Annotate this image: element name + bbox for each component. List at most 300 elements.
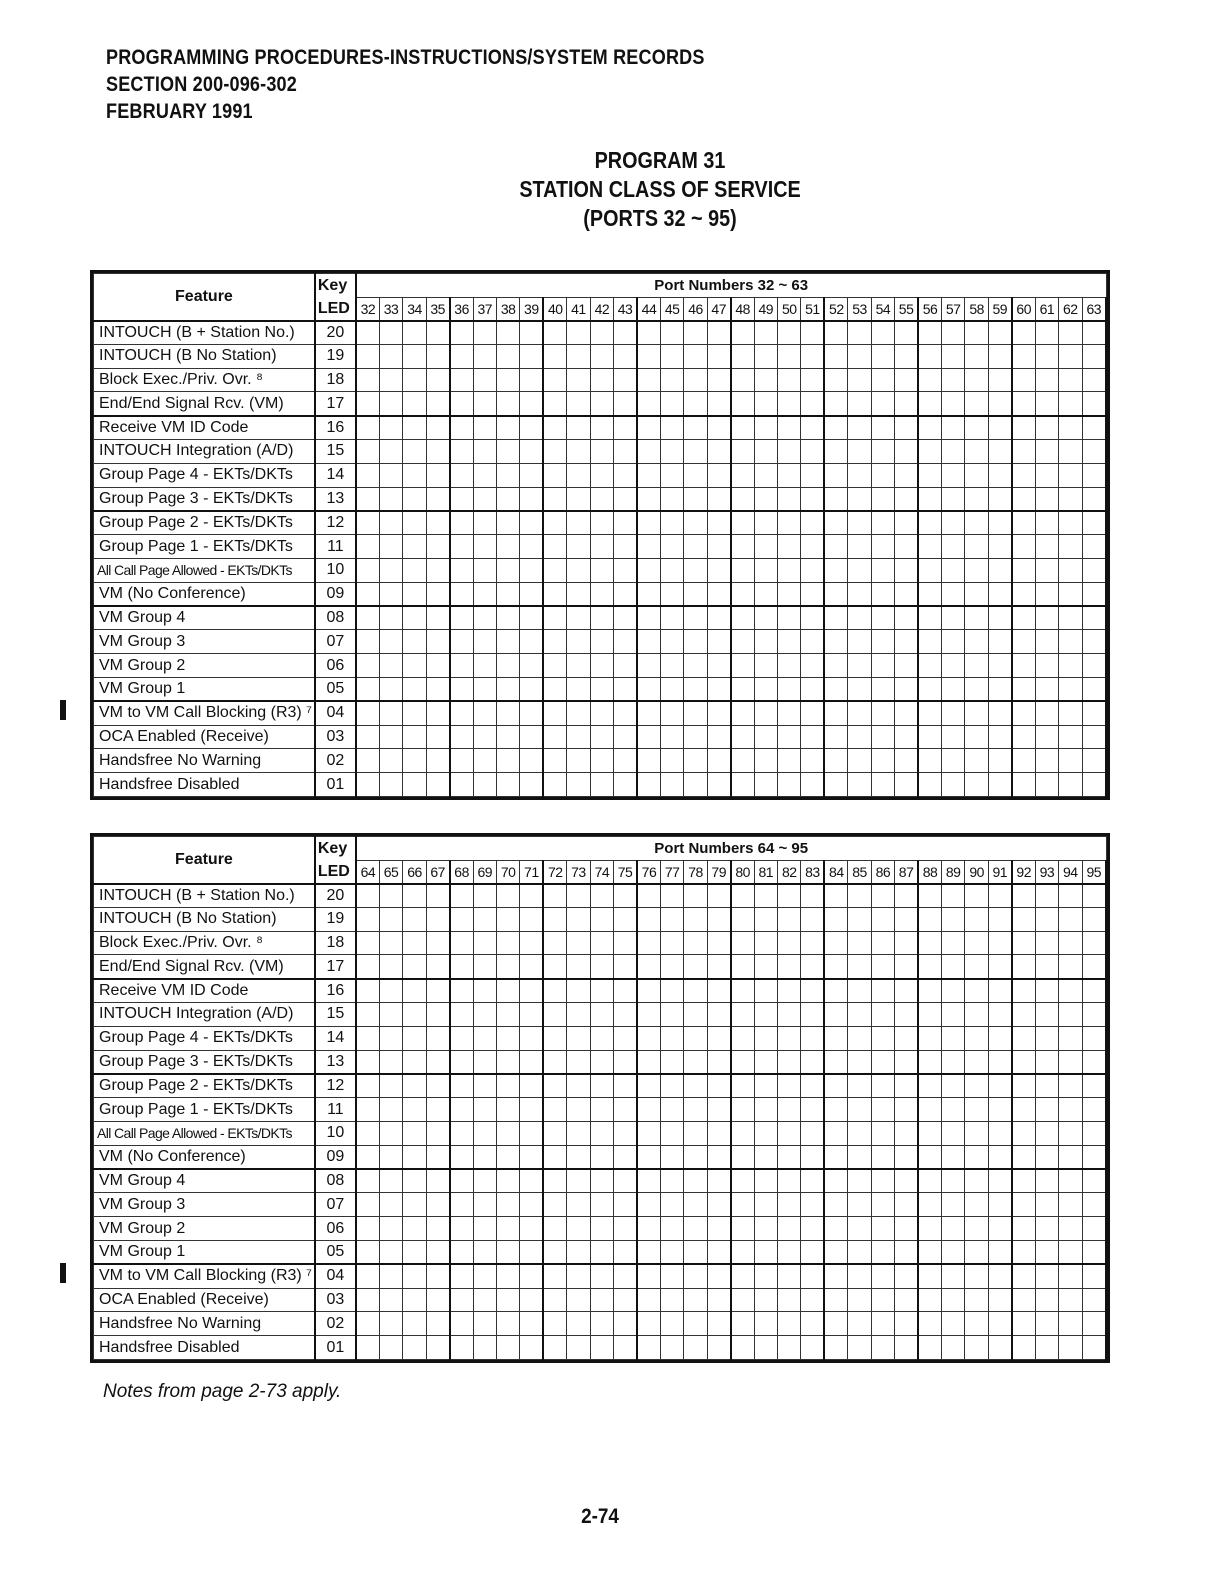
entry-cell[interactable] — [450, 463, 473, 487]
entry-cell[interactable] — [1082, 535, 1106, 559]
entry-cell[interactable] — [567, 931, 590, 955]
entry-cell[interactable] — [895, 582, 918, 606]
entry-cell[interactable] — [660, 749, 683, 773]
entry-cell[interactable] — [660, 1217, 683, 1241]
entry-cell[interactable] — [543, 630, 566, 654]
entry-cell[interactable] — [426, 884, 449, 908]
entry-cell[interactable] — [684, 1288, 707, 1312]
entry-cell[interactable] — [918, 1288, 941, 1312]
entry-cell[interactable] — [356, 1026, 379, 1050]
entry-cell[interactable] — [824, 558, 847, 582]
entry-cell[interactable] — [731, 1264, 754, 1288]
entry-cell[interactable] — [684, 1217, 707, 1241]
entry-cell[interactable] — [1059, 1002, 1082, 1026]
entry-cell[interactable] — [450, 1217, 473, 1241]
entry-cell[interactable] — [941, 368, 964, 392]
entry-cell[interactable] — [801, 344, 824, 368]
entry-cell[interactable] — [941, 535, 964, 559]
entry-cell[interactable] — [941, 955, 964, 979]
entry-cell[interactable] — [918, 1264, 941, 1288]
entry-cell[interactable] — [965, 749, 988, 773]
entry-cell[interactable] — [1035, 677, 1058, 701]
entry-cell[interactable] — [824, 1288, 847, 1312]
entry-cell[interactable] — [684, 558, 707, 582]
entry-cell[interactable] — [801, 439, 824, 463]
entry-cell[interactable] — [778, 535, 801, 559]
entry-cell[interactable] — [590, 1312, 613, 1336]
entry-cell[interactable] — [1035, 1074, 1058, 1098]
entry-cell[interactable] — [941, 1264, 964, 1288]
entry-cell[interactable] — [1035, 654, 1058, 678]
entry-cell[interactable] — [848, 582, 871, 606]
entry-cell[interactable] — [660, 773, 683, 797]
entry-cell[interactable] — [895, 1312, 918, 1336]
entry-cell[interactable] — [941, 979, 964, 1003]
entry-cell[interactable] — [801, 416, 824, 440]
entry-cell[interactable] — [567, 955, 590, 979]
entry-cell[interactable] — [660, 392, 683, 416]
entry-cell[interactable] — [684, 931, 707, 955]
entry-cell[interactable] — [895, 368, 918, 392]
entry-cell[interactable] — [496, 931, 519, 955]
entry-cell[interactable] — [614, 955, 637, 979]
entry-cell[interactable] — [356, 1336, 379, 1360]
entry-cell[interactable] — [496, 725, 519, 749]
entry-cell[interactable] — [450, 1193, 473, 1217]
entry-cell[interactable] — [988, 511, 1011, 535]
entry-cell[interactable] — [754, 606, 777, 630]
entry-cell[interactable] — [520, 1121, 543, 1145]
entry-cell[interactable] — [871, 979, 894, 1003]
entry-cell[interactable] — [918, 535, 941, 559]
entry-cell[interactable] — [590, 931, 613, 955]
entry-cell[interactable] — [1082, 725, 1106, 749]
entry-cell[interactable] — [895, 884, 918, 908]
entry-cell[interactable] — [778, 368, 801, 392]
entry-cell[interactable] — [707, 463, 730, 487]
entry-cell[interactable] — [707, 654, 730, 678]
entry-cell[interactable] — [754, 1050, 777, 1074]
entry-cell[interactable] — [496, 511, 519, 535]
entry-cell[interactable] — [426, 725, 449, 749]
entry-cell[interactable] — [520, 582, 543, 606]
entry-cell[interactable] — [637, 630, 660, 654]
entry-cell[interactable] — [848, 1169, 871, 1193]
entry-cell[interactable] — [403, 1145, 426, 1169]
entry-cell[interactable] — [496, 439, 519, 463]
entry-cell[interactable] — [707, 677, 730, 701]
entry-cell[interactable] — [637, 1240, 660, 1264]
entry-cell[interactable] — [496, 321, 519, 345]
entry-cell[interactable] — [707, 1264, 730, 1288]
entry-cell[interactable] — [660, 884, 683, 908]
entry-cell[interactable] — [895, 749, 918, 773]
entry-cell[interactable] — [801, 677, 824, 701]
entry-cell[interactable] — [356, 1169, 379, 1193]
entry-cell[interactable] — [754, 701, 777, 725]
entry-cell[interactable] — [1082, 931, 1106, 955]
entry-cell[interactable] — [473, 1026, 496, 1050]
entry-cell[interactable] — [754, 1002, 777, 1026]
entry-cell[interactable] — [520, 1193, 543, 1217]
entry-cell[interactable] — [941, 749, 964, 773]
entry-cell[interactable] — [965, 392, 988, 416]
entry-cell[interactable] — [824, 606, 847, 630]
entry-cell[interactable] — [871, 392, 894, 416]
entry-cell[interactable] — [754, 979, 777, 1003]
entry-cell[interactable] — [403, 392, 426, 416]
entry-cell[interactable] — [426, 1026, 449, 1050]
entry-cell[interactable] — [754, 725, 777, 749]
entry-cell[interactable] — [941, 931, 964, 955]
entry-cell[interactable] — [637, 1264, 660, 1288]
entry-cell[interactable] — [356, 749, 379, 773]
entry-cell[interactable] — [543, 463, 566, 487]
entry-cell[interactable] — [871, 416, 894, 440]
entry-cell[interactable] — [895, 558, 918, 582]
entry-cell[interactable] — [543, 416, 566, 440]
entry-cell[interactable] — [801, 1217, 824, 1241]
entry-cell[interactable] — [637, 344, 660, 368]
entry-cell[interactable] — [965, 725, 988, 749]
entry-cell[interactable] — [707, 1098, 730, 1122]
entry-cell[interactable] — [356, 773, 379, 797]
entry-cell[interactable] — [731, 1074, 754, 1098]
entry-cell[interactable] — [403, 1121, 426, 1145]
entry-cell[interactable] — [403, 979, 426, 1003]
entry-cell[interactable] — [496, 606, 519, 630]
entry-cell[interactable] — [567, 1169, 590, 1193]
entry-cell[interactable] — [1012, 439, 1035, 463]
entry-cell[interactable] — [403, 1312, 426, 1336]
entry-cell[interactable] — [403, 558, 426, 582]
entry-cell[interactable] — [778, 1026, 801, 1050]
entry-cell[interactable] — [543, 344, 566, 368]
entry-cell[interactable] — [567, 884, 590, 908]
entry-cell[interactable] — [356, 630, 379, 654]
entry-cell[interactable] — [356, 955, 379, 979]
entry-cell[interactable] — [965, 535, 988, 559]
entry-cell[interactable] — [707, 1312, 730, 1336]
entry-cell[interactable] — [848, 416, 871, 440]
entry-cell[interactable] — [801, 931, 824, 955]
entry-cell[interactable] — [1059, 931, 1082, 955]
entry-cell[interactable] — [941, 1169, 964, 1193]
entry-cell[interactable] — [1012, 1145, 1035, 1169]
entry-cell[interactable] — [801, 1050, 824, 1074]
entry-cell[interactable] — [590, 416, 613, 440]
entry-cell[interactable] — [871, 654, 894, 678]
entry-cell[interactable] — [988, 368, 1011, 392]
entry-cell[interactable] — [895, 535, 918, 559]
entry-cell[interactable] — [1082, 511, 1106, 535]
entry-cell[interactable] — [567, 1002, 590, 1026]
entry-cell[interactable] — [941, 606, 964, 630]
entry-cell[interactable] — [778, 463, 801, 487]
entry-cell[interactable] — [637, 884, 660, 908]
entry-cell[interactable] — [965, 1121, 988, 1145]
entry-cell[interactable] — [1082, 1145, 1106, 1169]
entry-cell[interactable] — [801, 392, 824, 416]
entry-cell[interactable] — [731, 487, 754, 511]
entry-cell[interactable] — [871, 1193, 894, 1217]
entry-cell[interactable] — [871, 955, 894, 979]
entry-cell[interactable] — [871, 931, 894, 955]
entry-cell[interactable] — [614, 344, 637, 368]
entry-cell[interactable] — [707, 392, 730, 416]
entry-cell[interactable] — [496, 749, 519, 773]
entry-cell[interactable] — [1035, 979, 1058, 1003]
entry-cell[interactable] — [590, 1169, 613, 1193]
entry-cell[interactable] — [1082, 1050, 1106, 1074]
entry-cell[interactable] — [637, 1288, 660, 1312]
entry-cell[interactable] — [590, 955, 613, 979]
entry-cell[interactable] — [824, 321, 847, 345]
entry-cell[interactable] — [356, 1217, 379, 1241]
entry-cell[interactable] — [1082, 1240, 1106, 1264]
entry-cell[interactable] — [590, 1264, 613, 1288]
entry-cell[interactable] — [1012, 677, 1035, 701]
entry-cell[interactable] — [473, 606, 496, 630]
entry-cell[interactable] — [895, 931, 918, 955]
entry-cell[interactable] — [496, 487, 519, 511]
entry-cell[interactable] — [824, 582, 847, 606]
entry-cell[interactable] — [684, 1002, 707, 1026]
entry-cell[interactable] — [590, 439, 613, 463]
entry-cell[interactable] — [1059, 344, 1082, 368]
entry-cell[interactable] — [520, 463, 543, 487]
entry-cell[interactable] — [426, 1193, 449, 1217]
entry-cell[interactable] — [614, 1217, 637, 1241]
entry-cell[interactable] — [941, 321, 964, 345]
entry-cell[interactable] — [520, 1264, 543, 1288]
entry-cell[interactable] — [895, 1288, 918, 1312]
entry-cell[interactable] — [496, 392, 519, 416]
entry-cell[interactable] — [941, 1217, 964, 1241]
entry-cell[interactable] — [941, 392, 964, 416]
entry-cell[interactable] — [590, 725, 613, 749]
entry-cell[interactable] — [473, 630, 496, 654]
entry-cell[interactable] — [754, 749, 777, 773]
entry-cell[interactable] — [403, 1288, 426, 1312]
entry-cell[interactable] — [660, 1312, 683, 1336]
entry-cell[interactable] — [660, 416, 683, 440]
entry-cell[interactable] — [965, 1336, 988, 1360]
entry-cell[interactable] — [848, 1002, 871, 1026]
entry-cell[interactable] — [918, 463, 941, 487]
entry-cell[interactable] — [684, 884, 707, 908]
entry-cell[interactable] — [778, 1193, 801, 1217]
entry-cell[interactable] — [754, 1312, 777, 1336]
entry-cell[interactable] — [871, 1074, 894, 1098]
entry-cell[interactable] — [590, 582, 613, 606]
entry-cell[interactable] — [871, 558, 894, 582]
entry-cell[interactable] — [824, 773, 847, 797]
entry-cell[interactable] — [496, 1145, 519, 1169]
entry-cell[interactable] — [895, 321, 918, 345]
entry-cell[interactable] — [1059, 321, 1082, 345]
entry-cell[interactable] — [1012, 535, 1035, 559]
entry-cell[interactable] — [848, 439, 871, 463]
entry-cell[interactable] — [496, 558, 519, 582]
entry-cell[interactable] — [871, 321, 894, 345]
entry-cell[interactable] — [778, 749, 801, 773]
entry-cell[interactable] — [660, 677, 683, 701]
entry-cell[interactable] — [1059, 725, 1082, 749]
entry-cell[interactable] — [895, 907, 918, 931]
entry-cell[interactable] — [941, 773, 964, 797]
entry-cell[interactable] — [543, 1169, 566, 1193]
entry-cell[interactable] — [1059, 606, 1082, 630]
entry-cell[interactable] — [871, 1264, 894, 1288]
entry-cell[interactable] — [895, 392, 918, 416]
entry-cell[interactable] — [567, 582, 590, 606]
entry-cell[interactable] — [567, 463, 590, 487]
entry-cell[interactable] — [824, 725, 847, 749]
entry-cell[interactable] — [379, 725, 402, 749]
entry-cell[interactable] — [871, 439, 894, 463]
entry-cell[interactable] — [637, 1002, 660, 1026]
entry-cell[interactable] — [824, 1074, 847, 1098]
entry-cell[interactable] — [824, 439, 847, 463]
entry-cell[interactable] — [356, 979, 379, 1003]
entry-cell[interactable] — [1035, 1026, 1058, 1050]
entry-cell[interactable] — [895, 630, 918, 654]
entry-cell[interactable] — [848, 1121, 871, 1145]
entry-cell[interactable] — [918, 907, 941, 931]
entry-cell[interactable] — [684, 1336, 707, 1360]
entry-cell[interactable] — [426, 558, 449, 582]
entry-cell[interactable] — [918, 344, 941, 368]
entry-cell[interactable] — [824, 1145, 847, 1169]
entry-cell[interactable] — [426, 582, 449, 606]
entry-cell[interactable] — [520, 1240, 543, 1264]
entry-cell[interactable] — [379, 1193, 402, 1217]
entry-cell[interactable] — [543, 1074, 566, 1098]
entry-cell[interactable] — [567, 511, 590, 535]
entry-cell[interactable] — [871, 463, 894, 487]
entry-cell[interactable] — [824, 1002, 847, 1026]
entry-cell[interactable] — [496, 368, 519, 392]
entry-cell[interactable] — [988, 582, 1011, 606]
entry-cell[interactable] — [1035, 1002, 1058, 1026]
entry-cell[interactable] — [590, 1098, 613, 1122]
entry-cell[interactable] — [684, 1193, 707, 1217]
entry-cell[interactable] — [660, 1336, 683, 1360]
entry-cell[interactable] — [988, 931, 1011, 955]
entry-cell[interactable] — [895, 1098, 918, 1122]
entry-cell[interactable] — [684, 677, 707, 701]
entry-cell[interactable] — [473, 979, 496, 1003]
entry-cell[interactable] — [941, 1050, 964, 1074]
entry-cell[interactable] — [895, 955, 918, 979]
entry-cell[interactable] — [1012, 630, 1035, 654]
entry-cell[interactable] — [637, 773, 660, 797]
entry-cell[interactable] — [965, 907, 988, 931]
entry-cell[interactable] — [707, 1288, 730, 1312]
entry-cell[interactable] — [496, 1288, 519, 1312]
entry-cell[interactable] — [707, 321, 730, 345]
entry-cell[interactable] — [614, 582, 637, 606]
entry-cell[interactable] — [848, 344, 871, 368]
entry-cell[interactable] — [918, 654, 941, 678]
entry-cell[interactable] — [660, 654, 683, 678]
entry-cell[interactable] — [941, 1193, 964, 1217]
entry-cell[interactable] — [567, 1098, 590, 1122]
entry-cell[interactable] — [1059, 1121, 1082, 1145]
entry-cell[interactable] — [1059, 1145, 1082, 1169]
entry-cell[interactable] — [637, 955, 660, 979]
entry-cell[interactable] — [1059, 1217, 1082, 1241]
entry-cell[interactable] — [1012, 511, 1035, 535]
entry-cell[interactable] — [848, 392, 871, 416]
entry-cell[interactable] — [496, 1312, 519, 1336]
entry-cell[interactable] — [614, 773, 637, 797]
entry-cell[interactable] — [965, 1240, 988, 1264]
entry-cell[interactable] — [660, 1026, 683, 1050]
entry-cell[interactable] — [614, 392, 637, 416]
entry-cell[interactable] — [871, 1050, 894, 1074]
entry-cell[interactable] — [1082, 773, 1106, 797]
entry-cell[interactable] — [496, 677, 519, 701]
entry-cell[interactable] — [918, 1169, 941, 1193]
entry-cell[interactable] — [895, 1217, 918, 1241]
entry-cell[interactable] — [567, 392, 590, 416]
entry-cell[interactable] — [965, 1288, 988, 1312]
entry-cell[interactable] — [965, 1169, 988, 1193]
entry-cell[interactable] — [754, 1121, 777, 1145]
entry-cell[interactable] — [567, 773, 590, 797]
entry-cell[interactable] — [778, 321, 801, 345]
entry-cell[interactable] — [1012, 1121, 1035, 1145]
entry-cell[interactable] — [918, 1312, 941, 1336]
entry-cell[interactable] — [918, 1240, 941, 1264]
entry-cell[interactable] — [450, 1074, 473, 1098]
entry-cell[interactable] — [1035, 463, 1058, 487]
entry-cell[interactable] — [871, 1145, 894, 1169]
entry-cell[interactable] — [684, 463, 707, 487]
entry-cell[interactable] — [754, 487, 777, 511]
entry-cell[interactable] — [590, 487, 613, 511]
entry-cell[interactable] — [871, 630, 894, 654]
entry-cell[interactable] — [871, 1121, 894, 1145]
entry-cell[interactable] — [778, 1050, 801, 1074]
entry-cell[interactable] — [1012, 955, 1035, 979]
entry-cell[interactable] — [801, 368, 824, 392]
entry-cell[interactable] — [403, 487, 426, 511]
entry-cell[interactable] — [450, 1026, 473, 1050]
entry-cell[interactable] — [918, 1050, 941, 1074]
entry-cell[interactable] — [988, 1312, 1011, 1336]
entry-cell[interactable] — [379, 907, 402, 931]
entry-cell[interactable] — [731, 1002, 754, 1026]
entry-cell[interactable] — [520, 979, 543, 1003]
entry-cell[interactable] — [801, 1240, 824, 1264]
entry-cell[interactable] — [520, 416, 543, 440]
entry-cell[interactable] — [918, 1121, 941, 1145]
entry-cell[interactable] — [778, 1312, 801, 1336]
entry-cell[interactable] — [1012, 979, 1035, 1003]
entry-cell[interactable] — [707, 606, 730, 630]
entry-cell[interactable] — [356, 582, 379, 606]
entry-cell[interactable] — [918, 979, 941, 1003]
entry-cell[interactable] — [1035, 773, 1058, 797]
entry-cell[interactable] — [637, 511, 660, 535]
entry-cell[interactable] — [1082, 582, 1106, 606]
entry-cell[interactable] — [403, 1264, 426, 1288]
entry-cell[interactable] — [988, 1193, 1011, 1217]
entry-cell[interactable] — [848, 368, 871, 392]
